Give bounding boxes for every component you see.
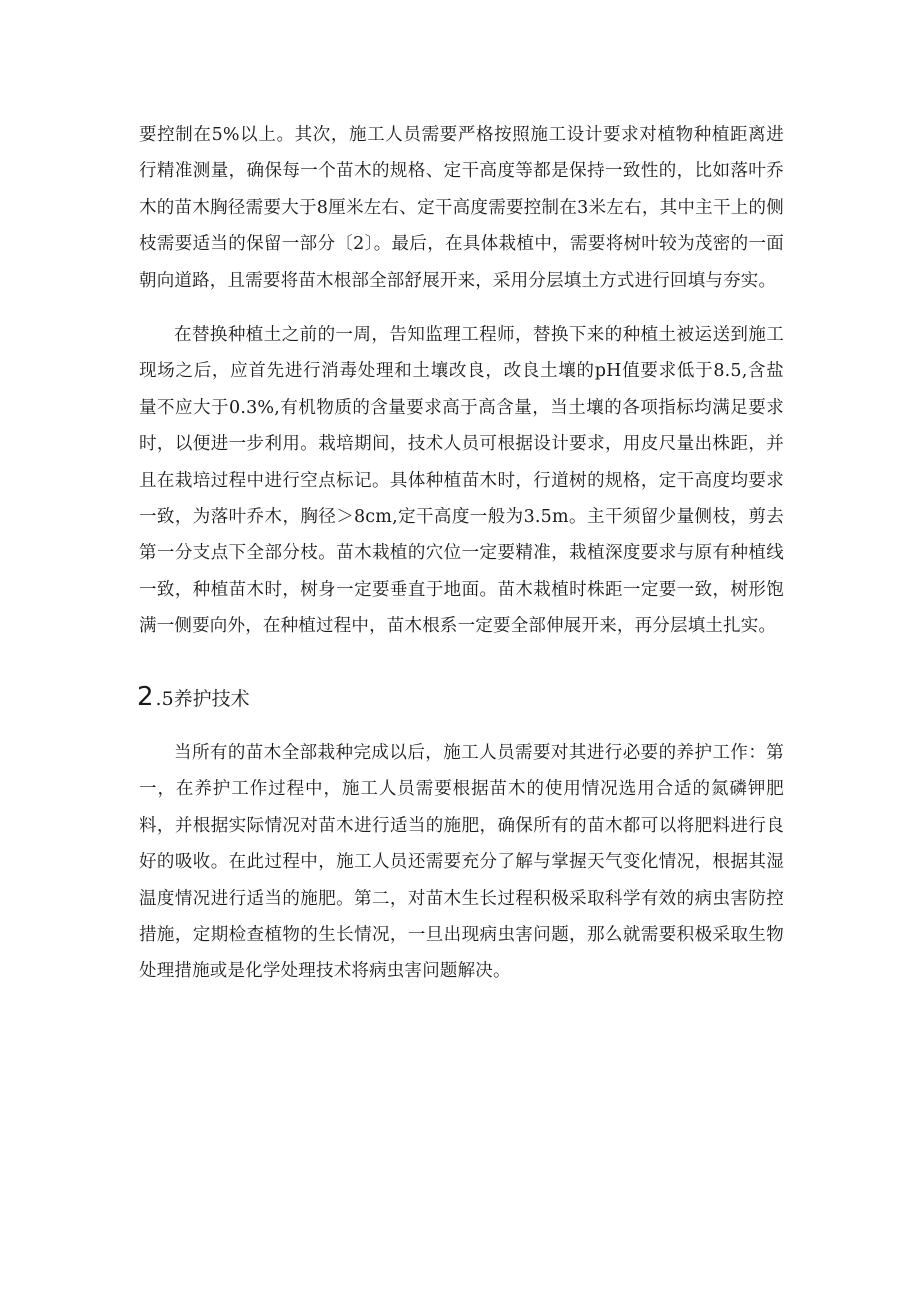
body-paragraph: 在替换种植土之前的一周，告知监理工程师，替换下来的种植土被运送到施工现场之后，应首先进行消毒处理和土壤改良，改良土壤的pH值要求低于8.5,含盐量不应大于0.3%,有机物质的含量要求高于高含量，当土壤的各项指标均满足要求时，以便进一步利用。栽培期间，技术人员可根据设计要求，用皮尺量出株距，并且在栽培过程中进行空点标记。具体种植苗木时，行道树的规格，定干高度均要求一致，为落叶乔木，胸径＞8cm,定干高度一般为3.5m。主干须留少量侧枝，剪去第一分支点下全部分枝。苗木栽植的穴位一定要精准，栽植深度要求与原有种植线一致，种植苗木时，树身一定要垂直于地面。苗木栽植时株距一定要一致，树形饱满一侧要向外，在种植过程中，苗木根系一定要全部伸展开来，再分层填土扎实。 — [139, 325, 784, 637]
body-paragraph: 当所有的苗木全部栽种完成以后，施工人员需要对其进行必要的养护工作：第一，在养护工作过程中，施工人员需要根据苗木的使用情况选用合适的氮磷钾肥料，并根据实际情况对苗木进行适当的施肥，确保所有的苗木都可以将肥料进行良好的吸收。在此过程中，施工人员还需要充分了解与掌握天气变化情况，根据其湿温度情况进行适当的施肥。第二，对苗木生长过程积极采取科学有效的病虫害防控措施，定期检查植物的生长情况，一旦出现病虫害问题，那么就需要积极采取生物处理措施或是化学处理技术将病虫害问题解决。 — [139, 743, 784, 982]
body-paragraph: 要控制在5%以上。其次，施工人员需要严格按照施工设计要求对植物种植距离进行精准测量，确保每一个苗木的规格、定干高度等都是保持一致性的，比如落叶乔木的苗木胸径需要大于8厘米左右、定干高度需要控制在3米左右，其中主干上的侧枝需要适当的保留一部分〔2〕。最后，在具体栽植中，需要将树叶较为茂密的一面朝向道路，且需要将苗木根部全部舒展开来，采用分层填土方式进行回填与夯实。 — [139, 125, 784, 291]
section-heading — [137, 677, 250, 719]
section-title: .5养护技术 — [155, 688, 250, 710]
section-number: 2 — [137, 682, 154, 712]
